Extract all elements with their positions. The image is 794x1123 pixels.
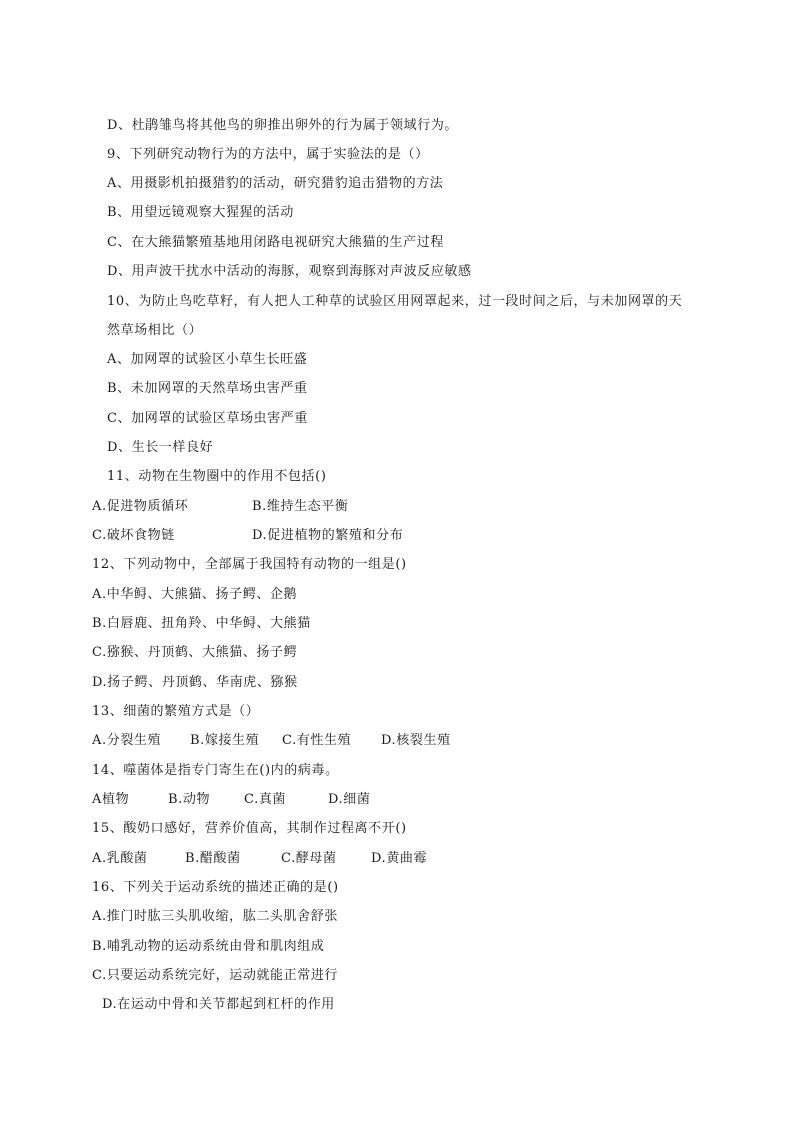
q8-option-d: D、杜鹃雏鸟将其他鸟的卵推出卵外的行为属于领域行为。 xyxy=(107,118,459,133)
q12-option-d: D.扬子鳄、丹顶鹤、华南虎、猕猴 xyxy=(92,675,298,690)
q9-option-d: D、用声波干扰水中活动的海豚，观察到海豚对声波反应敏感 xyxy=(107,264,472,279)
q10-stem-line1: 10、为防止鸟吃草籽，有人把人工种草的试验区用网罩起来，过一段时间之后，与未加网罩的天 xyxy=(107,294,683,309)
q13-option-a: A.分裂生殖 xyxy=(92,733,162,748)
q15-option-b: B.醋酸菌 xyxy=(185,851,241,866)
q13-option-c: C.有性生殖 xyxy=(282,733,352,748)
q11-options-row1 xyxy=(92,499,349,515)
q16-stem: 16、下列关于运动系统的描述正确的是() xyxy=(92,880,339,895)
q11-option-a: A.促进物质循环 xyxy=(92,499,189,514)
q11-option-c: C.破坏食物链 xyxy=(92,528,175,543)
q11-options-row2 xyxy=(92,528,403,544)
q10-option-a: A、加网罩的试验区小草生长旺盛 xyxy=(107,352,308,367)
q14-option-c: C.真菌 xyxy=(244,792,287,807)
q14-options xyxy=(92,792,371,808)
q15-stem: 15、酸奶口感好，营养价值高，其制作过程离不开() xyxy=(92,821,407,836)
q14-option-d: D.细菌 xyxy=(328,792,371,807)
q12-option-a: A.中华鲟、大熊猫、扬子鳄、企鹅 xyxy=(92,587,298,602)
q16-option-b: B.哺乳动物的运动系统由骨和肌肉组成 xyxy=(92,939,325,954)
q14-option-a: A植物 xyxy=(92,792,130,807)
q13-option-b: B.嫁接生殖 xyxy=(190,733,260,748)
q16-option-d: D.在运动中骨和关节都起到杠杆的作用 xyxy=(102,997,335,1012)
q9-stem: 9、下列研究动物行为的方法中，属于实验法的是（） xyxy=(107,147,429,162)
q14-stem: 14、噬菌体是指专门寄生在()内的病毒。 xyxy=(92,763,339,778)
q12-option-c: C.猕猴、丹顶鹤、大熊猫、扬子鳄 xyxy=(92,645,298,660)
q9-option-c: C、在大熊猫繁殖基地用闭路电视研究大熊猫的生产过程 xyxy=(107,235,444,250)
q11-option-d: D.促进植物的繁殖和分布 xyxy=(252,528,404,543)
q15-options xyxy=(92,851,427,867)
q9-option-a: A、用摄影机拍摄猎豹的活动，研究猎豹追击猎物的方法 xyxy=(107,176,444,191)
q10-option-c: C、加网罩的试验区草场虫害严重 xyxy=(107,411,308,426)
q16-option-c: C.只要运动系统完好，运动就能正常进行 xyxy=(92,968,339,983)
q15-option-a: A.乳酸菌 xyxy=(92,851,148,866)
q16-option-a: A.推门时肱三头肌收缩，肱二头肌舍舒张 xyxy=(92,909,338,924)
q13-stem: 13、细菌的繁殖方式是（） xyxy=(92,704,260,719)
q13-option-d: D.核裂生殖 xyxy=(381,733,451,748)
q12-option-b: B.白唇鹿、扭角羚、中华鲟、大熊猫 xyxy=(92,616,311,631)
q15-option-c: C.酵母菌 xyxy=(281,851,337,866)
q10-option-d: D、生长一样良好 xyxy=(107,440,214,455)
q10-stem-line2: 然草场相比（） xyxy=(107,323,203,338)
q15-option-d: D.黄曲霉 xyxy=(371,851,428,866)
q11-option-b: B.维持生态平衡 xyxy=(252,499,349,514)
q11-stem: 11、动物在生物圈中的作用不包括() xyxy=(107,469,327,484)
q12-stem: 12、下列动物中，全部属于我国特有动物的一组是() xyxy=(92,557,407,572)
q10-option-b: B、未加网罩的天然草场虫害严重 xyxy=(107,381,308,396)
q9-option-b: B、用望远镜观察大猩猩的活动 xyxy=(107,205,294,220)
q14-option-b: B.动物 xyxy=(168,792,211,807)
q13-options xyxy=(92,733,451,749)
